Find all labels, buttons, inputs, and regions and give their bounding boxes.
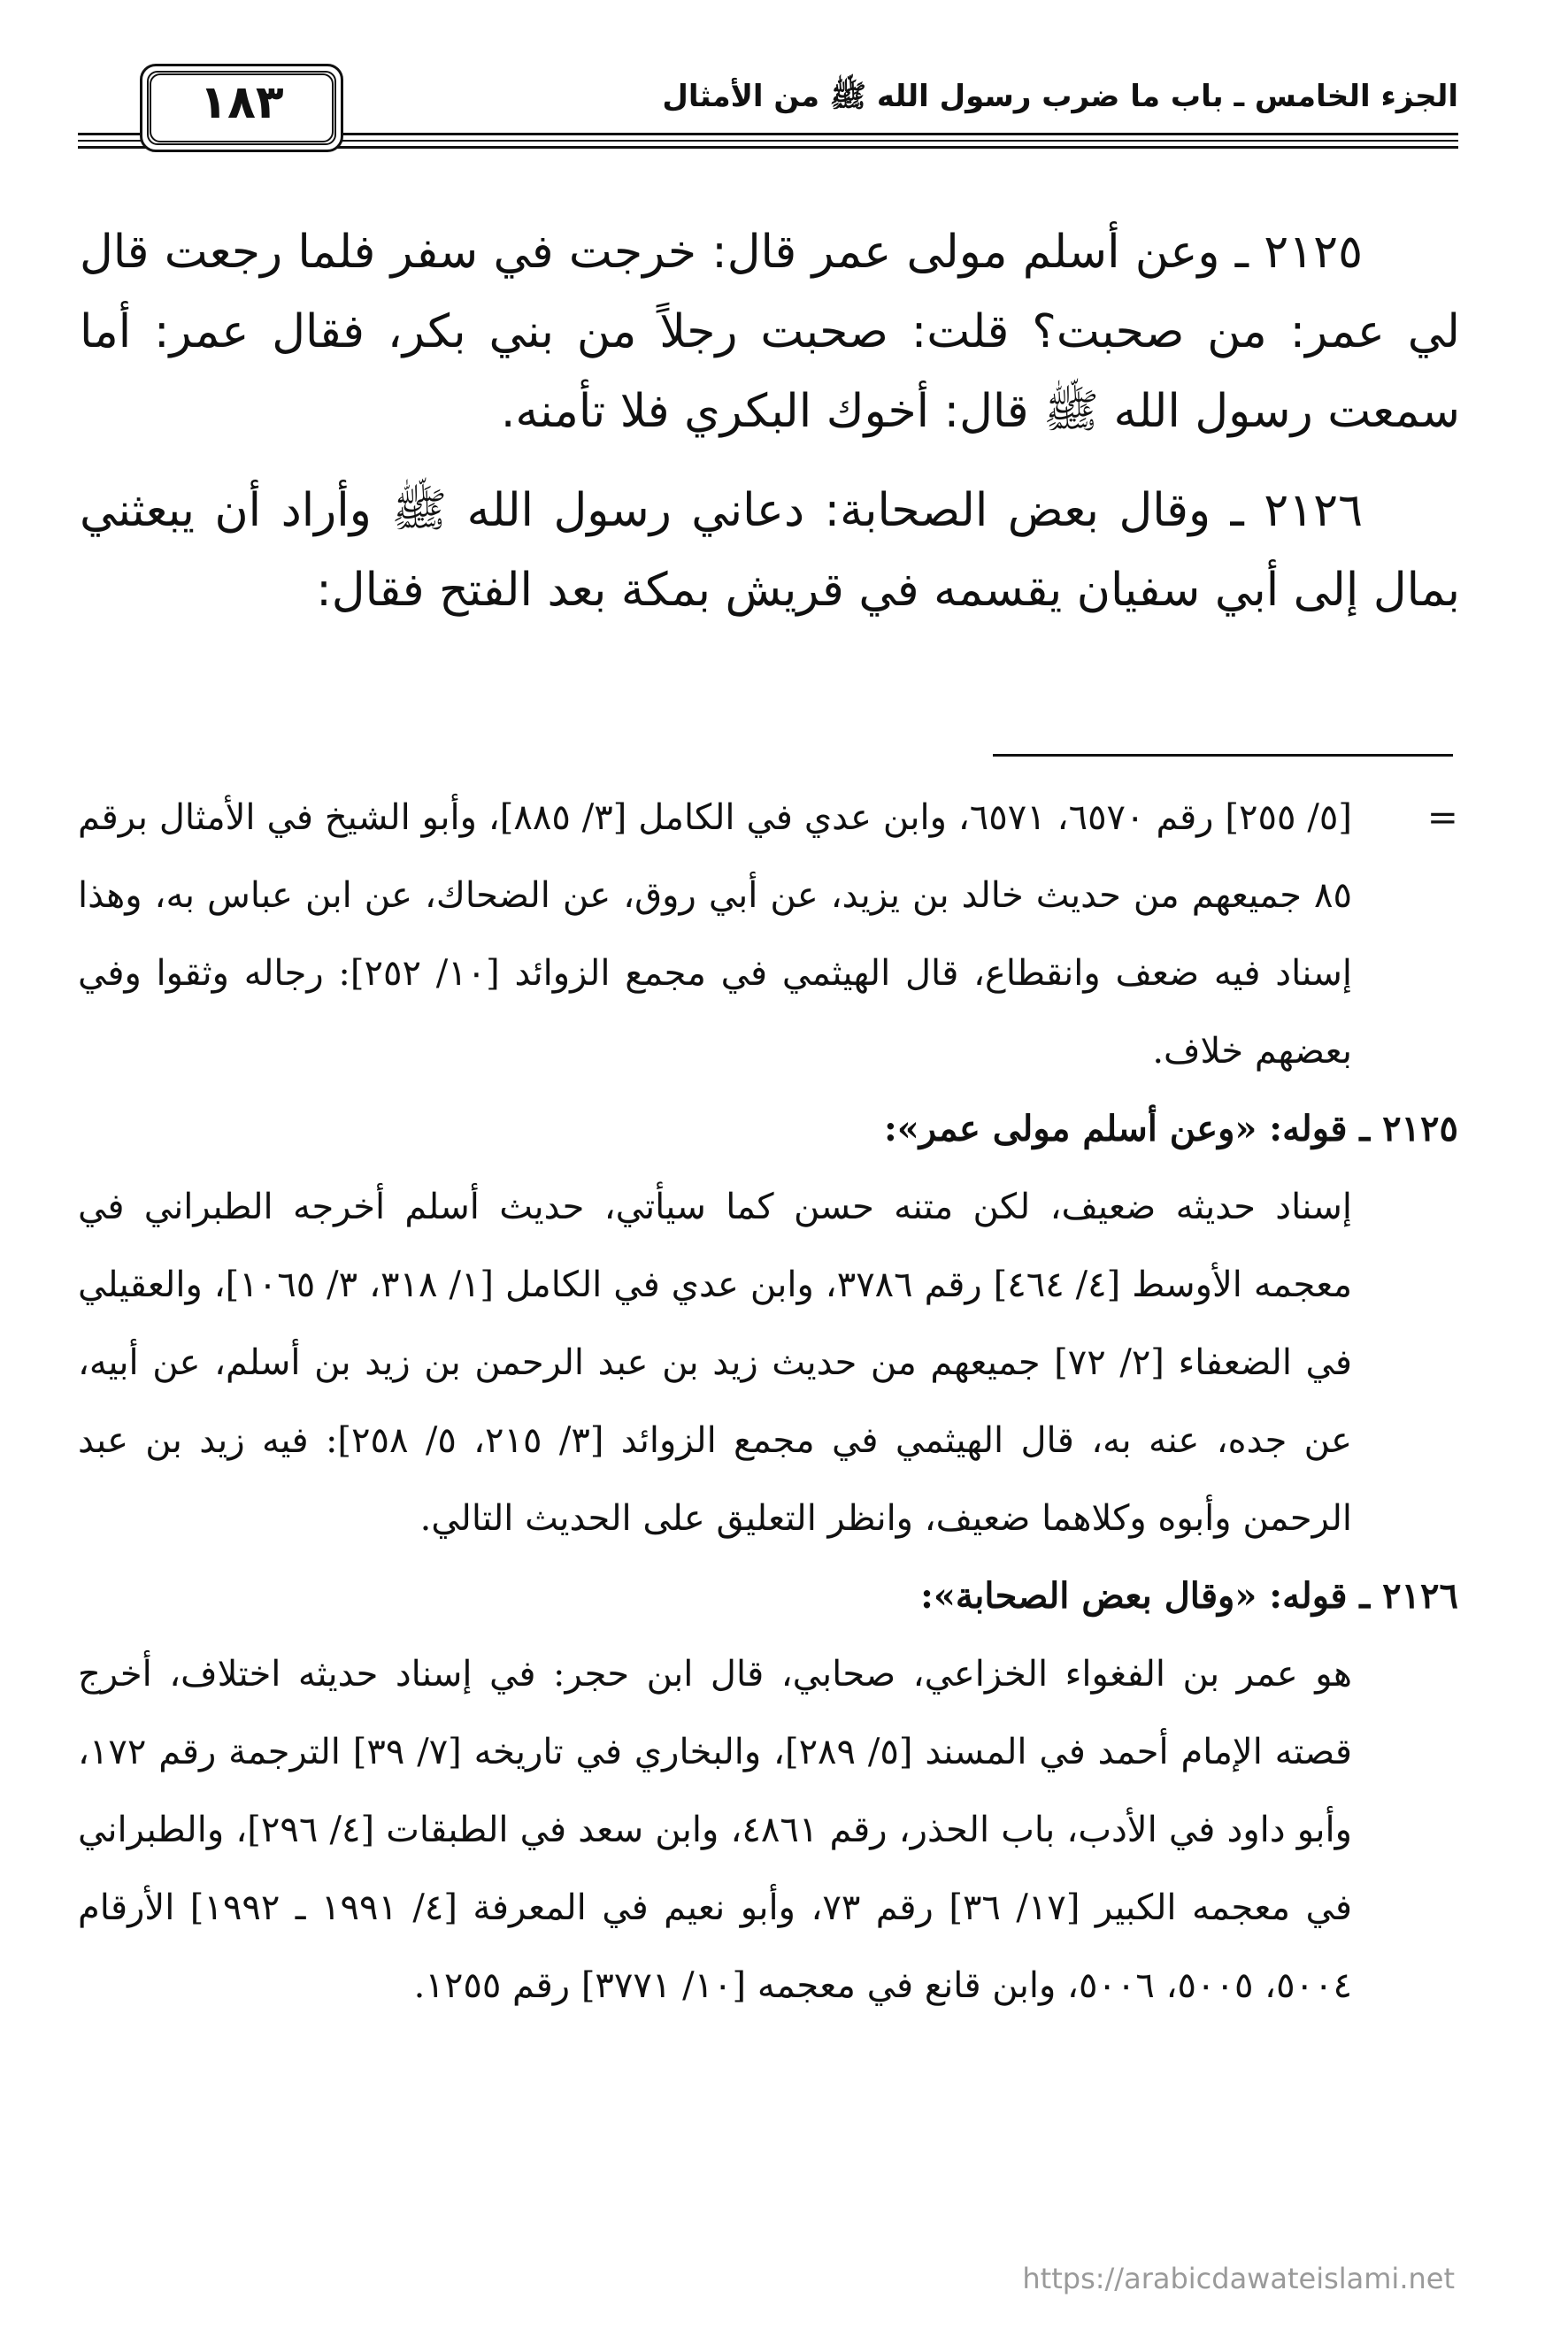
note-heading-2125: ٢١٢٥ ـ قوله: «وعن أسلم مولى عمر»: [884, 1108, 1458, 1149]
hadith-paragraph-2125: ٢١٢٥ ـ وعن أسلم مولى عمر قال: خرجت في سفر فلما رجعت قال لي عمر: من صحبت؟ قلت: صحبت رجلاً من بني بكر، فقال عمر: أما سمعت رسول الله ﷺ قال: أخوك البكري فلا تأمنه. [80, 226, 1460, 438]
page-number-holder [140, 64, 343, 152]
page-number: ١٨٣ [199, 76, 284, 129]
hadith-paragraph-2126: ٢١٢٦ ـ وقال بعض الصحابة: دعاني رسول الله ﷺ وأراد أن يبعثني بمال إلى أبي سفيان يقسمه في قريش بمكة بعد الفتح فقال: [80, 484, 1460, 617]
footnote-separator [993, 754, 1453, 757]
note-body-2126: هو عمر بن الفغواء الخزاعي، صحابي، قال ابن حجر: في إسناد حديثه اختلاف، أخرج قصته الإمام أحمد في المسند [٥/ ٢٨٩]، والبخاري في تاريخه [٧/ ٣٩] الترجمة رقم ١٧٢، وأبو داود في الأدب، باب الحذر، رقم ٤٨٦١، وابن سعد في الطبقات [٤/ ٢٩٦]، والطبراني في معجمه الكبير [١٧/ ٣٦] رقم ٧٣، وأبو نعيم في المعرفة [٤/ ١٩٩١ ـ ١٩٩٢] الأرقام ٥٠٠٤، ٥٠٠٥، ٥٠٠٦، وابن قانع في معجمه [١٠/ ٣٧٧١] رقم ١٢٥٥. [78, 1654, 1353, 2006]
main-text [80, 212, 1460, 650]
running-header [78, 64, 1458, 152]
continuation-text: [٥/ ٢٥٥] رقم ٦٥٧٠، ٦٥٧١، وابن عدي في الكامل [٣/ ٨٨٥]، وأبو الشيخ في الأمثال برقم ٨٥ جميعهم من حديث خالد بن يزيد، عن أبي روق، عن الضحاك، عن ابن عباس به، وهذا إسناد فيه ضعف وانقطاع، قال الهيثمي في مجمع الزوائد [١٠/ ٢٥٢]: رجاله وثقوا وفي بعضهم خلاف. [78, 797, 1352, 1072]
running-title: الجزء الخامس ـ باب ما ضرب رسول الله ﷺ من الأمثال [662, 79, 1458, 114]
footnotes [78, 779, 1458, 2025]
footnote-continuation [78, 779, 1458, 1090]
watermark-url: https://arabicdawateislami.net [1022, 2262, 1455, 2295]
continuation-mark: = [1426, 796, 1458, 839]
note-heading-2126: ٢١٢٦ ـ قوله: «وقال بعض الصحابة»: [920, 1575, 1458, 1617]
note-body-2125: إسناد حديثه ضعيف، لكن متنه حسن كما سيأتي، حديث أسلم أخرجه الطبراني في معجمه الأوسط [٤/ ٤٦٤] رقم ٣٧٨٦، وابن عدي في الكامل [١/ ٣١٨، ٣/ ١٠٦٥]، والعقيلي في الضعفاء [٢/ ٧٢] جميعهم من حديث زيد بن عبد الرحمن بن زيد بن أسلم، عن أبيه، عن جده، عنه به، قال الهيثمي في مجمع الزوائد [٣/ ٢١٥، ٥/ ٢٥٨]: فيه زيد بن عبد الرحمن وأبوه وكلاهما ضعيف، وانظر التعليق على الحديث التالي. [78, 1187, 1352, 1539]
